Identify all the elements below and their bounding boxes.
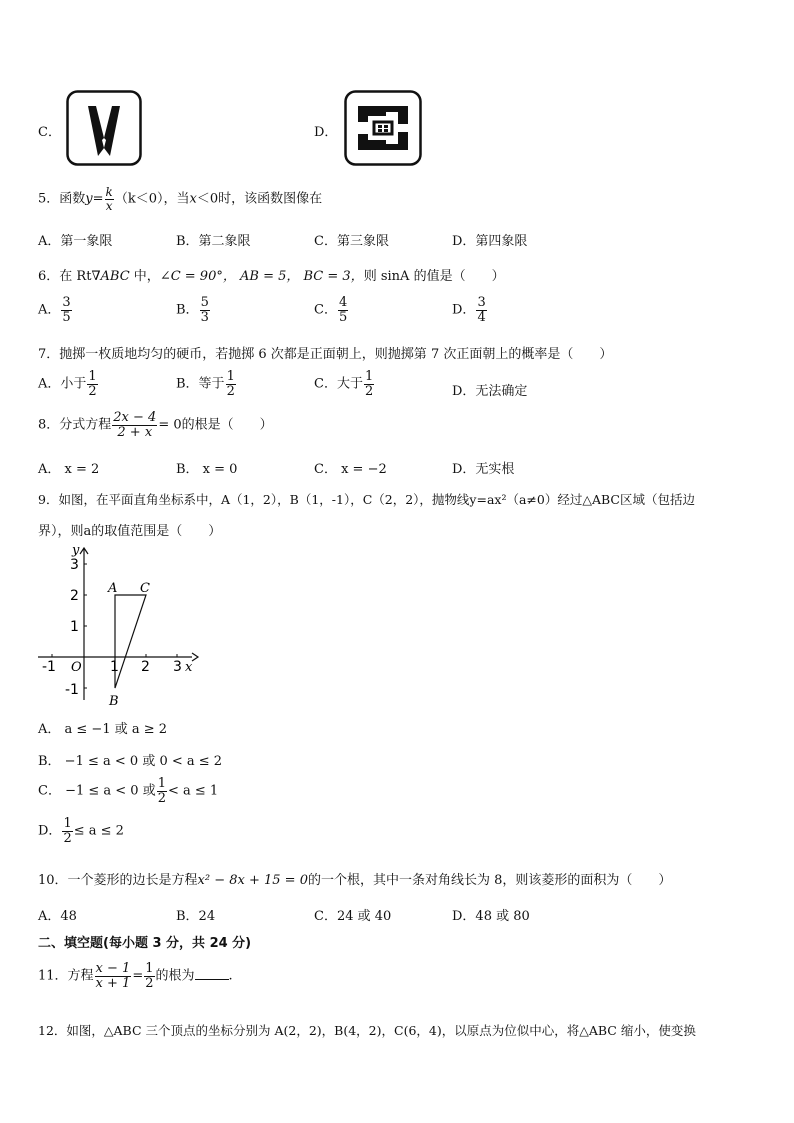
point-a-label: A	[108, 581, 118, 596]
q8-option-a: A． x = 2	[38, 462, 100, 477]
q9-option-b: B． −1 ≤ a < 0 或 0 < a ≤ 2	[38, 754, 223, 769]
q5-option-a: A．第一象限	[38, 234, 113, 249]
x-axis-arrow-icon	[192, 653, 198, 661]
q7-option-d: D．无法确定	[452, 384, 528, 399]
q10-option-b: B．24	[176, 909, 216, 924]
q8-stem: 8．分式方程 $\frac{2x - 4}{2 + x}$ = 0的根是（ ）	[38, 410, 273, 440]
q6-option-b: B． $\frac{5}{3}$	[176, 295, 209, 325]
q8-option-c: C． x = −2	[314, 462, 387, 477]
q8-option-d: D．无实根	[452, 462, 515, 477]
q4-option-d-figure	[344, 90, 422, 166]
section-heading: 二、填空题(每小题 3 分，共 24 分)	[38, 936, 252, 951]
x-tick-2: 2	[141, 659, 150, 675]
q10-option-a: A．48	[38, 909, 77, 924]
x-tick-neg1: -1	[42, 659, 56, 675]
q9-option-d: D． $\frac{1}{2}$ ≤ a ≤ 2	[38, 816, 124, 846]
q10-stem: 10．一个菱形的边长是方程x² − 8x + 15 = 0的一个根，其中一条对角线长为 8，则该菱形的面积为（ ）	[38, 873, 672, 888]
q5-option-d: D．第四象限	[452, 234, 528, 249]
x-axis-label: x	[185, 660, 193, 675]
q12-stem: 12．如图，△ABC 三个顶点的坐标分别为 A(2，2)，B(4，2)，C(6，4)，以原点为位似中心，将△ABC 缩小，使变换	[38, 1023, 696, 1038]
q7-option-a: A．小于 $\frac{1}{2}$	[38, 369, 97, 399]
q7-option-c: C．大于 $\frac{1}{2}$	[314, 369, 374, 399]
q7-option-b: B．等于 $\frac{1}{2}$	[176, 369, 235, 399]
answer-blank[interactable]	[195, 967, 229, 980]
q6-option-d: D． $\frac{3}{4}$	[452, 295, 486, 325]
q6-option-a: A． $\frac{3}{5}$	[38, 295, 71, 325]
point-b-label: B	[109, 694, 119, 709]
q7-stem: 7．抛掷一枚质地均匀的硬币，若抛掷 6 次都是正面朝上，则抛掷第 7 次正面朝上的概率是（ ）	[38, 347, 613, 362]
y-tick-3: 3	[70, 557, 79, 573]
q9-stem-line1: 9．如图，在平面直角坐标系中，A（1，2），B（1，-1），C（2，2），抛物线y=ax²（a≠0）经过△ABC区域（包括边	[38, 492, 695, 507]
x-tick-3: 3	[173, 659, 182, 675]
y-tick-neg1: -1	[65, 682, 79, 698]
q9-option-c: C． −1 ≤ a < 0 或 $\frac{1}{2}$ < a ≤ 1	[38, 776, 219, 806]
q6-stem: 6．在 Rt∇ABC 中，∠C = 90°， AB = 5， BC = 3，则 sinA 的值是（ ）	[38, 269, 505, 284]
q5-fraction: $\frac{k}{x}$	[105, 185, 113, 213]
x-tick-1: 1	[110, 659, 119, 675]
q4-option-c-label: C．	[38, 125, 61, 140]
q8-fraction: $\frac{2x - 4}{2 + x}$	[113, 410, 157, 440]
q9-option-a: A． a ≤ −1 或 a ≥ 2	[38, 722, 168, 737]
y-axis-label: y	[72, 543, 80, 558]
q9-stem-line2: 界），则a的取值范围是（ ）	[38, 524, 222, 539]
origin-label: O	[71, 660, 82, 675]
q10-option-c: C．24 或 40	[314, 909, 392, 924]
q9-coordinate-figure	[34, 540, 204, 710]
q5-option-c: C．第三象限	[314, 234, 389, 249]
y-tick-1: 1	[70, 619, 79, 635]
q5-option-b: B．第二象限	[176, 234, 251, 249]
q5-stem: 5．函数y= $\frac{k}{x}$ （k＜0），当x＜0时，该函数图像在	[38, 185, 323, 213]
q4-option-d-label: D．	[314, 125, 338, 140]
q11-stem: 11．方程 $\frac{x - 1}{x + 1}$ = $\frac{1}{2}$ 的根为 .	[38, 961, 233, 991]
q6-option-c: C． $\frac{4}{5}$	[314, 295, 348, 325]
q8-option-b: B． x = 0	[176, 462, 238, 477]
y-tick-2: 2	[70, 588, 79, 604]
q10-option-d: D．48 或 80	[452, 909, 530, 924]
point-c-label: C	[140, 581, 150, 596]
q4-option-c-figure	[66, 90, 142, 166]
